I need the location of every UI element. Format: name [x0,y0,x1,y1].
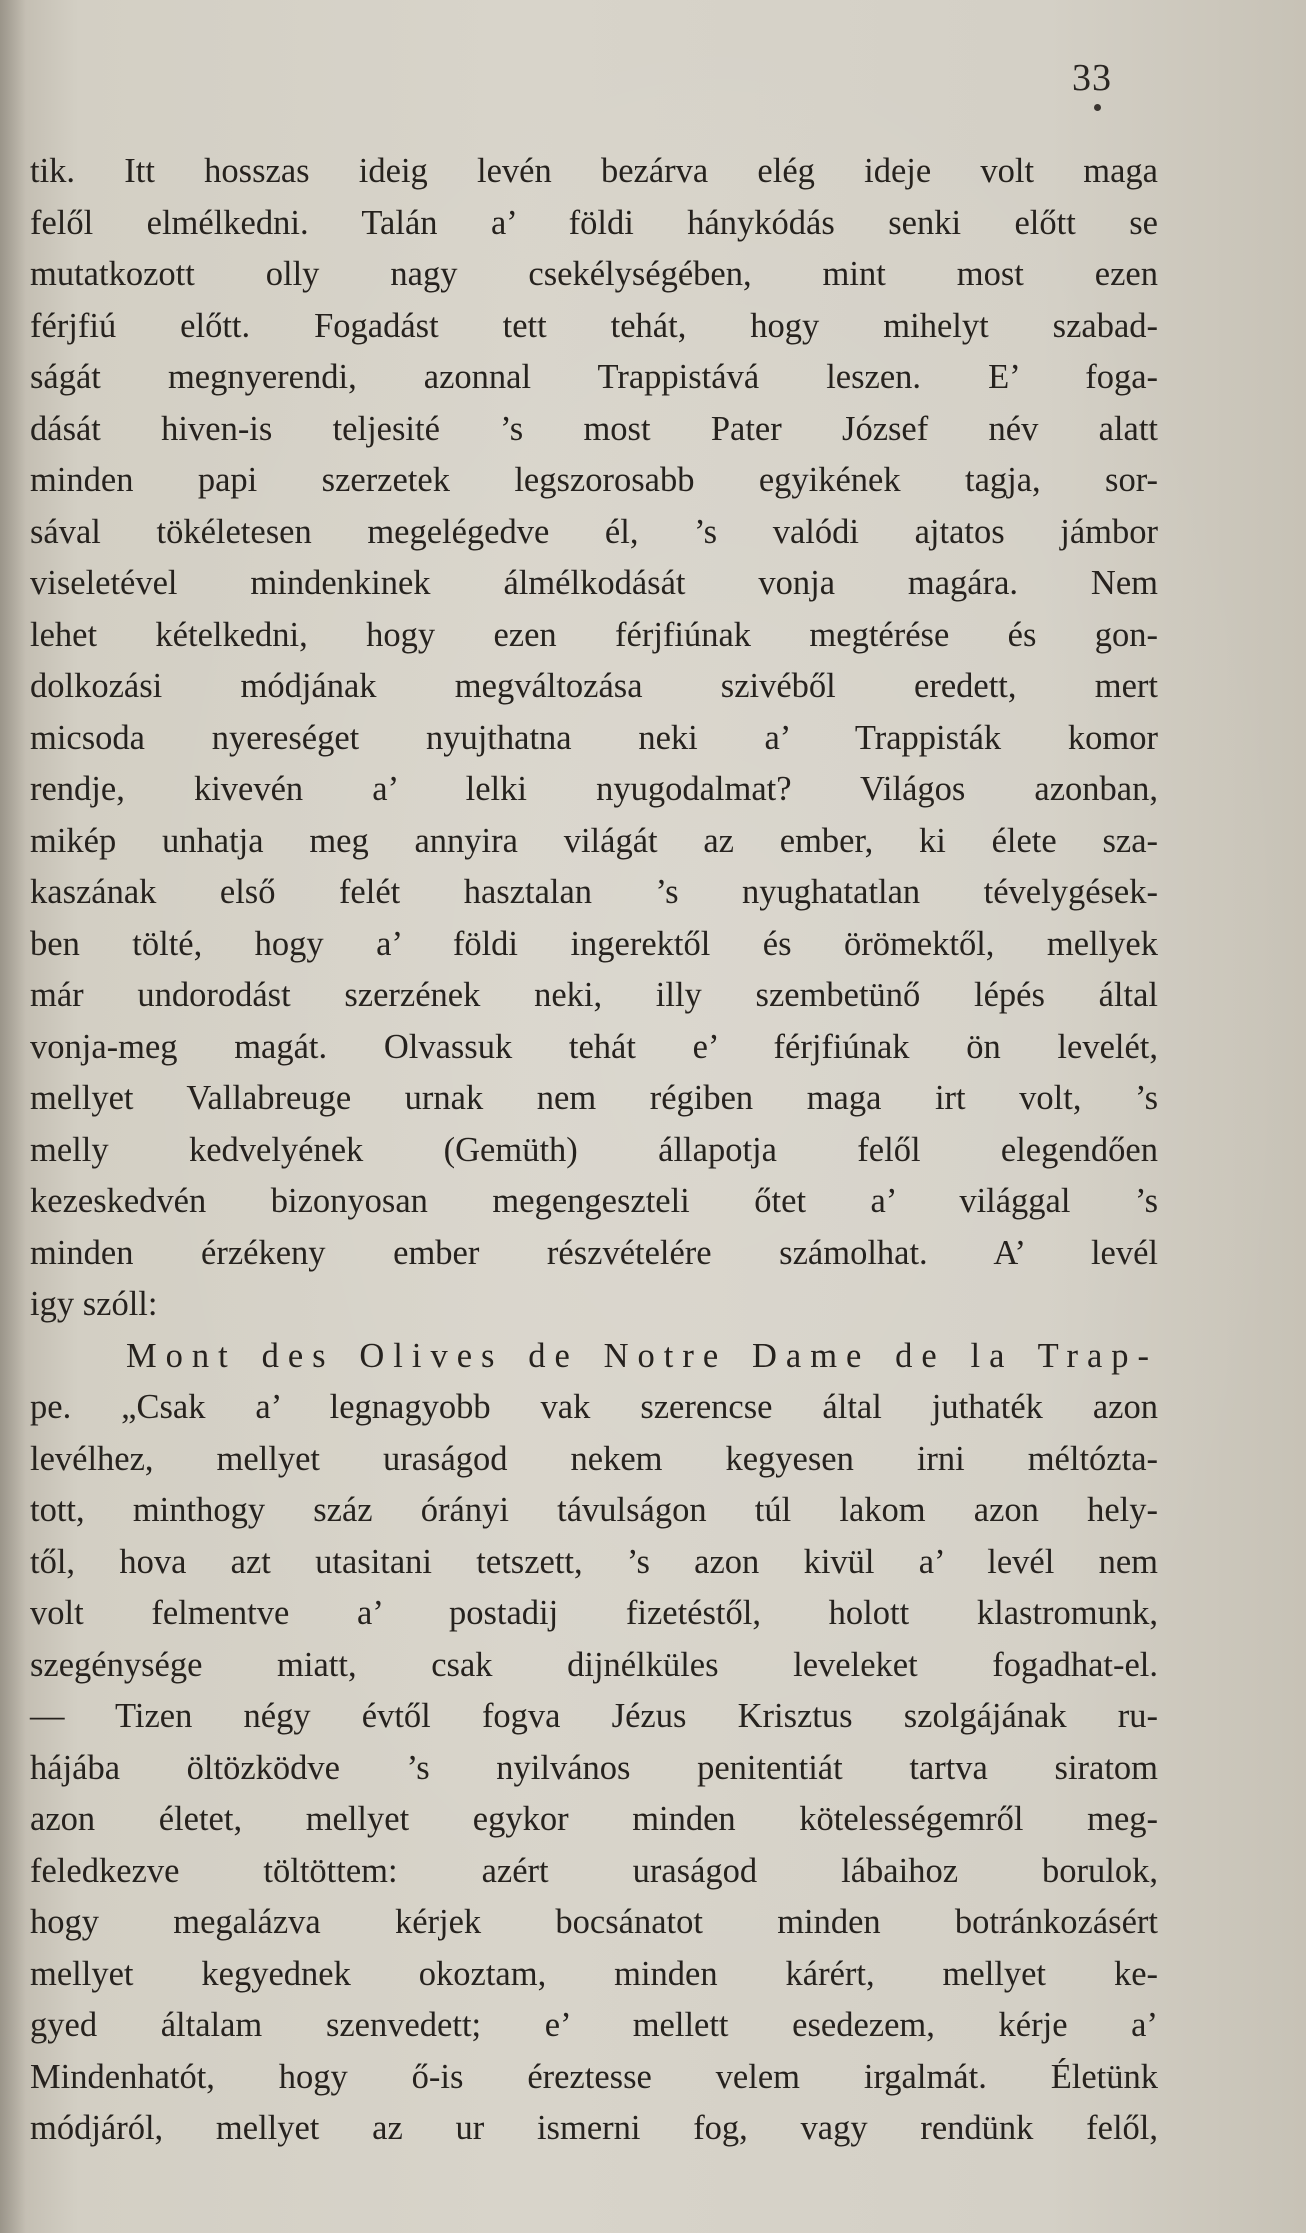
text-line: dását hiven-is teljesité ’s most Pater József név alatt [30,409,1158,448]
text-line: hájába öltözködve ’s nyilvános penitentiát tartva siratom [30,1748,1158,1787]
text-line: szegénysége miatt, csak dijnélküles leveleket fogadhat-el. [30,1645,1158,1684]
text-line: módjáról, mellyet az ur ismerni fog, vagy rendünk felől, [30,2109,1158,2147]
text-line: volt felmentve a’ postadij fizetéstől, holott klastromunk, [30,1594,1158,1632]
text-line: től, hova azt utasitani tetszett, ’s azon kivül a’ levél nem [30,1542,1158,1581]
text-line: levélhez, mellyet uraságod nekem kegyesen irni méltózta- [30,1439,1158,1478]
text-line: tik. Itt hosszas ideig levén bezárva elég ideje volt maga [30,152,1158,190]
text-line: mellyet Vallabreuge urnak nem régiben maga irt volt, ’s [30,1079,1158,1117]
text-line: férjfiú előtt. Fogadást tett tehát, hogy mihelyt szabad- [30,306,1158,345]
text-line: lehet kételkedni, hogy ezen férjfiúnak megtérése és gon- [30,615,1158,654]
letter-heading-line: Mont des Olives de Notre Dame de la Trap- [126,1336,1158,1375]
page-number: 33 [1072,57,1112,99]
text-line: — Tizen négy évtől fogva Jézus Krisztus szolgájának ru- [30,1697,1158,1735]
text-line: mellyet kegyednek okoztam, minden kárért, mellyet ke- [30,1954,1158,1993]
text-line: minden érzékeny ember részvételére számolhat. A’ levél [30,1233,1158,1272]
text-line: kaszának első felét hasztalan ’s nyughatatlan tévelygések- [30,873,1158,911]
text-line: mutatkozott olly nagy csekélységében, mint most ezen [30,255,1158,293]
text-line: minden papi szerzetek legszorosabb egyikének tagja, sor- [30,461,1158,499]
text-line: mikép unhatja meg annyira világát az ember, ki élete sza- [30,821,1158,860]
text-line: dolkozási módjának megváltozása szivéből eredett, mert [30,667,1158,705]
body-text [30,146,1158,2155]
text-line: hogy megalázva kérjek bocsánatot minden botránkozásért [30,1903,1158,1941]
ink-dot [1094,104,1101,111]
text-line: melly kedvelyének (Gemüth) állapotja felől elegendően [30,1130,1158,1169]
text-line: felől elmélkedni. Talán a’ földi hánykódás senki előtt se [30,203,1158,242]
text-line: rendje, kivevén a’ lelki nyugodalmat? Világos azonban, [30,770,1158,808]
text-line: micsoda nyereséget nyujthatna neki a’ Trappisták komor [30,718,1158,757]
text-line: feledkezve töltöttem: azért uraságod lábaihoz borulok, [30,1851,1158,1890]
binding-shadow [0,0,26,2233]
text-line: már undorodást szerzének neki, illy szembetünő lépés által [30,976,1158,1014]
text-line: sával tökéletesen megelégedve él, ’s valódi ajtatos jámbor [30,512,1158,551]
text-line: tott, minthogy száz órányi távulságon túl lakom azon hely- [30,1491,1158,1529]
text-line: ságát megnyerendi, azonnal Trappistává leszen. E’ foga- [30,358,1158,396]
text-line: vonja-meg magát. Olvassuk tehát e’ férjfiúnak ön levelét, [30,1027,1158,1066]
text-line: pe. „Csak a’ legnagyobb vak szerencse által juthaték azon [30,1388,1158,1426]
text-line: azon életet, mellyet egykor minden kötelességemről meg- [30,1800,1158,1838]
text-line: igy szóll: [30,1285,158,1323]
text-line: kezeskedvén bizonyosan megengeszteli őtet a’ világgal ’s [30,1182,1158,1220]
text-line: Mindenhatót, hogy ő-is éreztesse velem irgalmát. Életünk [30,2057,1158,2096]
text-line: viseletével mindenkinek álmélkodását vonja magára. Nem [30,564,1158,602]
text-line: gyed általam szenvedett; e’ mellett esedezem, kérje a’ [30,2006,1158,2044]
text-line: ben tölté, hogy a’ földi ingerektől és örömektől, mellyek [30,924,1158,963]
